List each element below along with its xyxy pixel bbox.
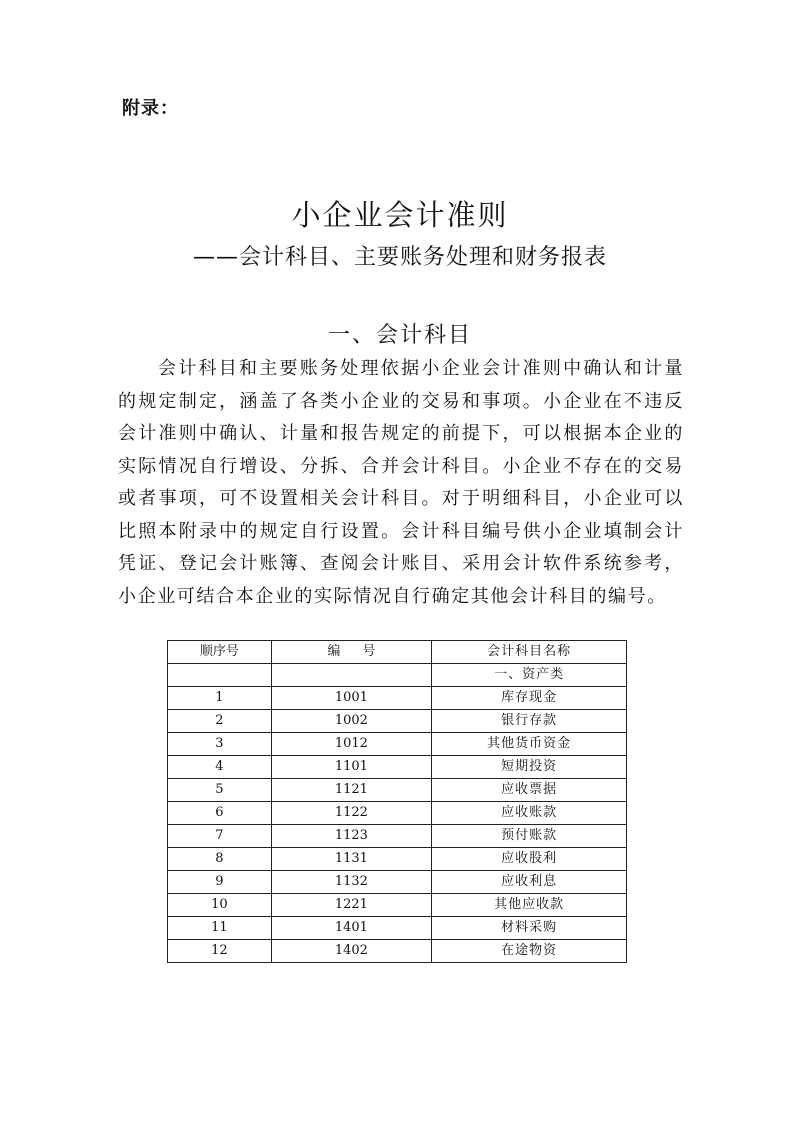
row-code: 1221: [271, 894, 431, 917]
row-name: 预付账款: [432, 825, 627, 848]
table-row: [168, 802, 627, 825]
table-row: [168, 825, 627, 848]
row-code: 1001: [271, 687, 431, 710]
table-row: [168, 848, 627, 871]
row-seq: 7: [168, 825, 272, 848]
table-row: [168, 940, 627, 963]
row-code: 1132: [271, 871, 431, 894]
table-row: [168, 687, 627, 710]
table-row: [168, 756, 627, 779]
row-seq: 4: [168, 756, 272, 779]
row-name: 应收利息: [432, 871, 627, 894]
row-code: 1002: [271, 710, 431, 733]
appendix-label: 附录：: [122, 98, 179, 119]
row-seq: 6: [168, 802, 272, 825]
table-row: [168, 710, 627, 733]
category-seq: [168, 664, 272, 687]
table-row: [168, 894, 627, 917]
table-row: [168, 871, 627, 894]
document-subtitle: ——会计科目、主要账务处理和财务报表: [192, 245, 607, 270]
intro-paragraph: 会计科目和主要账务处理依据小企业会计准则中确认和计量的规定制定，涵盖了各类小企业的交易和事项。小企业在不违反会计准则中确认、计量和报告规定的前提下，可以根据本企业的实际情况自行增设、分拆、合并会计科目。小企业不存在的交易或者事项，可不设置相关会计科目。对于明细科目，小企业可以比照本附录中的规定自行设置。会计科目编号供小企业填制会计凭证、登记会计账簿、查阅会计账目、采用会计软件系统参考，小企业可结合本企业的实际情况自行确定其他会计科目的编号。: [118, 358, 684, 607]
accounts-table: [167, 640, 627, 963]
category-name: 一、资产类: [432, 664, 627, 687]
row-name: 其他货币资金: [432, 733, 627, 756]
header-seq: 顺序号: [168, 641, 272, 664]
table-row: [168, 733, 627, 756]
row-seq: 3: [168, 733, 272, 756]
row-name: 在途物资: [432, 940, 627, 963]
row-seq: 9: [168, 871, 272, 894]
category-row: [168, 664, 627, 687]
row-seq: 2: [168, 710, 272, 733]
row-code: 1402: [271, 940, 431, 963]
row-name: 应收账款: [432, 802, 627, 825]
row-seq: 1: [168, 687, 272, 710]
row-name: 短期投资: [432, 756, 627, 779]
section-heading: 一、会计科目: [327, 323, 472, 348]
row-seq: 11: [168, 917, 272, 940]
table-row: [168, 917, 627, 940]
row-name: 银行存款: [432, 710, 627, 733]
row-code: 1131: [271, 848, 431, 871]
row-name: 其他应收款: [432, 894, 627, 917]
row-seq: 10: [168, 894, 272, 917]
row-seq: 12: [168, 940, 272, 963]
row-code: 1122: [271, 802, 431, 825]
table-header: [168, 641, 627, 664]
row-code: 1401: [271, 917, 431, 940]
header-code: 编号: [271, 641, 431, 664]
row-name: 材料采购: [432, 917, 627, 940]
row-code: 1101: [271, 756, 431, 779]
row-name: 库存现金: [432, 687, 627, 710]
row-name: 应收股利: [432, 848, 627, 871]
category-code: [271, 664, 431, 687]
table-body: [168, 664, 627, 963]
row-name: 应收票据: [432, 779, 627, 802]
row-code: 1012: [271, 733, 431, 756]
row-seq: 5: [168, 779, 272, 802]
row-code: 1121: [271, 779, 431, 802]
table-row: [168, 779, 627, 802]
row-code: 1123: [271, 825, 431, 848]
header-name: 会计科目名称: [432, 641, 627, 664]
document-title: 小企业会计准则: [291, 198, 509, 232]
table-header-row: [168, 641, 627, 664]
row-seq: 8: [168, 848, 272, 871]
